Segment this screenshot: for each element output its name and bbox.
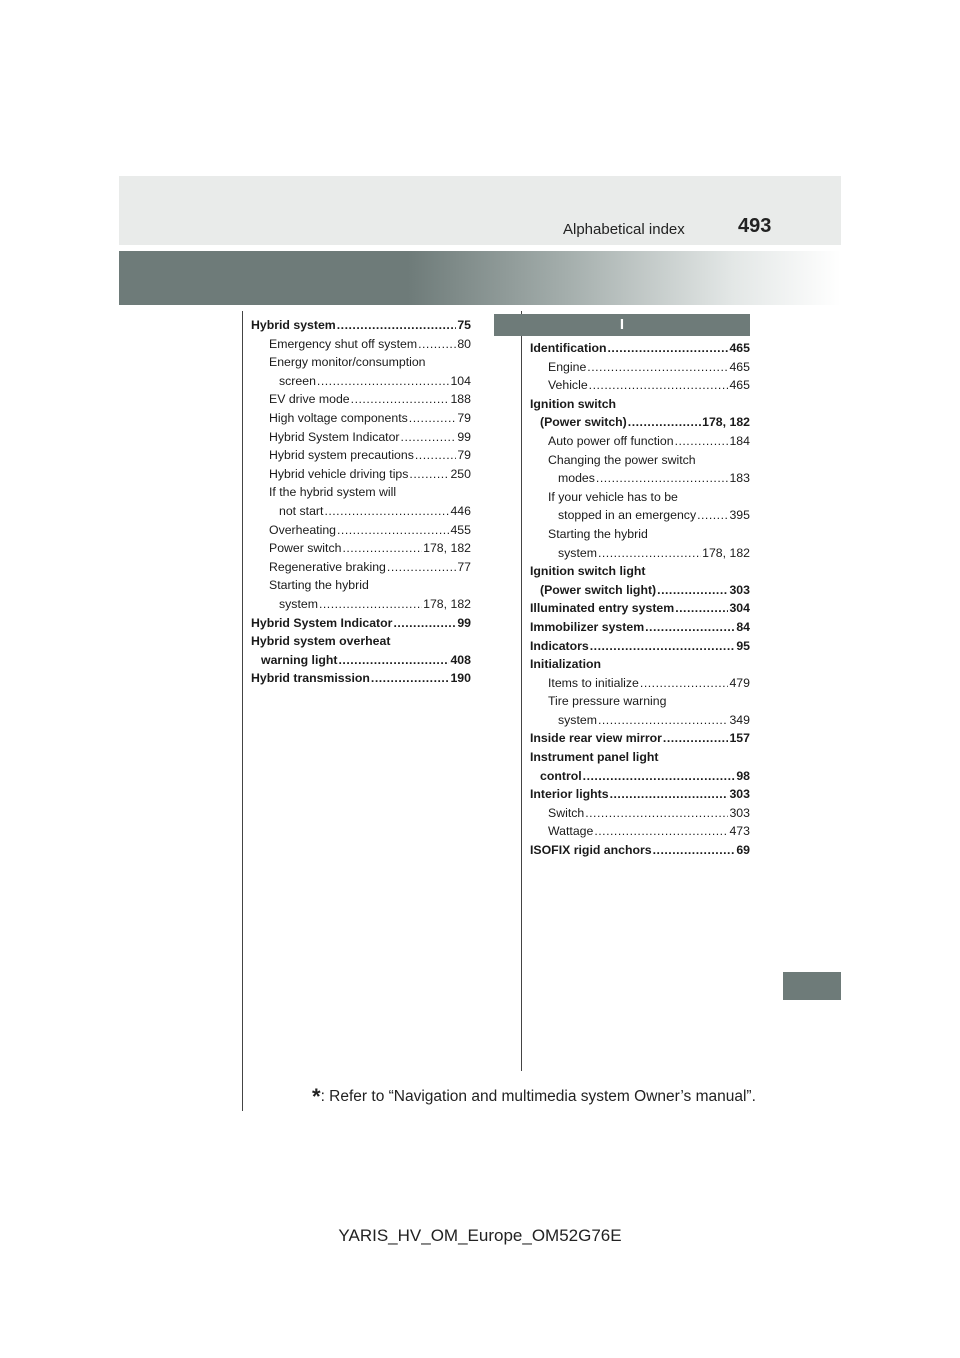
leader-dots — [317, 374, 450, 388]
index-entry-page: 304 — [729, 601, 750, 616]
index-entry-term: If the hybrid system will — [269, 485, 397, 500]
index-entry-page: 178, 182 — [423, 541, 471, 556]
leader-dots — [590, 639, 736, 653]
index-entry-term: Regenerative braking — [269, 559, 386, 574]
index-entry-page: 69 — [736, 843, 750, 858]
section-letter-heading: I — [494, 314, 750, 336]
index-entry-page: 80 — [457, 336, 471, 351]
document-id: YARIS_HV_OM_Europe_OM52G76E — [338, 1226, 622, 1245]
index-entry — [251, 523, 471, 542]
index-entry-term: Tire pressure warning — [548, 694, 667, 709]
leader-dots — [342, 541, 422, 555]
index-entry-term: Hybrid vehicle driving tips — [269, 466, 409, 481]
leader-dots — [657, 583, 728, 597]
index-entry — [251, 634, 471, 653]
index-entry — [530, 546, 750, 565]
leader-dots — [645, 620, 735, 634]
index-entry-term: system — [558, 712, 597, 727]
index-entry-term: warning light — [261, 652, 338, 667]
index-entry-page: 178, 182 — [423, 596, 471, 611]
index-entry-page: 77 — [457, 559, 471, 574]
leader-dots — [608, 341, 729, 355]
leader-dots — [319, 597, 422, 611]
index-entry — [251, 541, 471, 560]
index-entry-page: 473 — [729, 824, 750, 839]
leader-dots — [387, 560, 456, 574]
index-entry — [251, 355, 471, 374]
index-entry-page: 178, 182 — [702, 415, 750, 430]
page-title: Alphabetical index — [563, 221, 685, 238]
index-entry-term: system — [279, 596, 318, 611]
leader-dots — [351, 392, 450, 406]
index-entry-term: Auto power off function — [548, 433, 674, 448]
leader-dots — [418, 337, 456, 351]
index-entry — [530, 583, 750, 602]
index-entry-page: 349 — [729, 712, 750, 727]
index-entry-page: 408 — [450, 652, 471, 667]
index-entry-term: Starting the hybrid — [548, 526, 648, 541]
index-entry-term: Hybrid System Indicator — [251, 615, 393, 630]
index-entry-term: If your vehicle has to be — [548, 489, 678, 504]
index-entry — [530, 843, 750, 862]
index-entry-page: 455 — [450, 522, 471, 537]
index-entry-term: not start — [279, 503, 324, 518]
index-entry — [530, 564, 750, 583]
index-entry — [530, 508, 750, 527]
index-entry-term: modes — [558, 471, 595, 486]
index-entry-term: Hybrid system overheat — [251, 634, 391, 649]
index-entry-term: Engine — [548, 359, 587, 374]
leader-dots — [663, 731, 729, 745]
index-column-right — [530, 341, 750, 862]
index-entry-term: Inside rear view mirror — [530, 731, 662, 746]
footnote-marker: * — [312, 1084, 321, 1109]
leader-dots — [596, 471, 729, 485]
index-entry — [530, 415, 750, 434]
index-entry-page: 465 — [729, 341, 750, 355]
index-entry — [530, 694, 750, 713]
index-entry-page: 183 — [729, 471, 750, 486]
index-entry — [530, 378, 750, 397]
index-entry-term: Emergency shut off system — [269, 336, 418, 351]
index-entry — [530, 453, 750, 472]
index-entry-page: 303 — [729, 805, 750, 820]
leader-dots — [401, 430, 457, 444]
leader-dots — [337, 318, 457, 332]
leader-dots — [409, 411, 457, 425]
index-entry — [530, 657, 750, 676]
index-entry-term: Instrument panel light — [530, 750, 659, 765]
index-entry-term: High voltage components — [269, 410, 408, 425]
index-entry-term: Power switch — [269, 541, 342, 556]
leader-dots — [337, 523, 449, 537]
index-entry-page: 190 — [450, 671, 471, 686]
index-entry — [530, 601, 750, 620]
index-entry — [251, 485, 471, 504]
index-entry-term: Immobilizer system — [530, 619, 645, 634]
index-entry-term: Identification — [530, 341, 607, 355]
index-entry-page: 395 — [729, 508, 750, 523]
index-entry-page: 479 — [729, 675, 750, 690]
index-entry — [530, 360, 750, 379]
leader-dots — [339, 653, 450, 667]
leader-dots — [587, 360, 728, 374]
leader-dots — [640, 676, 729, 690]
leader-dots — [697, 508, 728, 522]
index-entry — [251, 616, 471, 635]
leader-dots — [409, 467, 449, 481]
index-entry-term: Energy monitor/consumption — [269, 355, 426, 370]
index-entry-term: Hybrid System Indicator — [269, 429, 400, 444]
index-entry-page: 178, 182 — [702, 545, 750, 560]
index-entry — [530, 713, 750, 732]
leader-dots — [598, 546, 701, 560]
index-entry — [530, 490, 750, 509]
index-entry-term: screen — [279, 373, 316, 388]
index-entry — [530, 824, 750, 843]
leader-dots — [610, 787, 729, 801]
leader-dots — [371, 671, 450, 685]
index-entry-term: (Power switch) — [540, 415, 627, 430]
index-entry-term: control — [540, 768, 582, 783]
index-entry — [530, 527, 750, 546]
index-entry-page: 157 — [729, 731, 750, 746]
leader-dots — [594, 824, 728, 838]
leader-dots — [598, 713, 729, 727]
index-entry-page: 188 — [450, 392, 471, 407]
index-entry-term: Items to initialize — [548, 675, 639, 690]
index-entry-page: 184 — [729, 433, 750, 448]
index-entry-term: (Power switch light) — [540, 582, 657, 597]
index-entry-page: 446 — [450, 503, 471, 518]
leader-dots — [415, 448, 456, 462]
leader-dots — [675, 434, 729, 448]
index-entry-term: Vehicle — [548, 378, 588, 393]
index-entry-term: Illuminated entry system — [530, 601, 675, 616]
index-entry — [530, 769, 750, 788]
leader-dots — [675, 601, 728, 615]
index-entry-page: 465 — [729, 359, 750, 374]
index-entry — [251, 411, 471, 430]
column-divider-middle — [521, 311, 522, 1071]
index-entry — [251, 578, 471, 597]
index-entry — [251, 671, 471, 690]
index-entry-page: 303 — [729, 582, 750, 597]
index-entry-page: 84 — [736, 619, 750, 634]
index-entry-term: Initialization — [530, 657, 602, 672]
index-entry — [251, 560, 471, 579]
index-entry-term: Indicators — [530, 638, 589, 653]
index-entry-term: system — [558, 545, 597, 560]
index-entry — [251, 374, 471, 393]
index-entry-term: Overheating — [269, 522, 336, 537]
index-column-left — [251, 318, 471, 690]
index-entry-page: 75 — [457, 318, 471, 332]
index-entry — [251, 448, 471, 467]
index-entry — [530, 676, 750, 695]
index-entry-term: ISOFIX rigid anchors — [530, 843, 652, 858]
index-entry-page: 99 — [457, 429, 471, 444]
footnote — [312, 1084, 756, 1110]
leader-dots — [628, 415, 701, 429]
index-entry — [251, 337, 471, 356]
index-entry — [251, 430, 471, 449]
index-entry-page: 250 — [450, 466, 471, 481]
page-number: 493 — [738, 215, 772, 237]
index-entry — [251, 653, 471, 672]
index-entry-page: 79 — [457, 410, 471, 425]
index-entry-page: 79 — [457, 448, 471, 463]
index-entry-term: Starting the hybrid — [269, 578, 369, 593]
index-entry-page: 99 — [457, 615, 471, 630]
index-entry — [530, 434, 750, 453]
index-entry-term: Changing the power switch — [548, 452, 696, 467]
index-entry-term: Ignition switch — [530, 396, 617, 411]
leader-dots — [653, 843, 736, 857]
leader-dots — [324, 504, 449, 518]
header-gradient-bar — [119, 251, 841, 305]
leader-dots — [589, 378, 729, 392]
index-entry — [530, 731, 750, 750]
index-entry-term: stopped in an emergency — [558, 508, 697, 523]
index-entry-term: Wattage — [548, 824, 594, 839]
leader-dots — [583, 769, 736, 783]
footnote-text: : Refer to “Navigation and multimedia system Owner’s manual”. — [320, 1088, 756, 1105]
index-entry — [530, 620, 750, 639]
index-entry-term: Hybrid transmission — [251, 671, 370, 686]
index-entry-term: Hybrid system — [251, 318, 336, 332]
index-entry — [530, 397, 750, 416]
index-entry — [251, 392, 471, 411]
index-entry-page: 95 — [736, 638, 750, 653]
index-entry-term: Ignition switch light — [530, 564, 646, 579]
index-entry — [530, 787, 750, 806]
header-band — [119, 176, 841, 245]
index-entry-page: 98 — [736, 768, 750, 783]
index-entry-page: 465 — [729, 378, 750, 393]
column-divider-left — [242, 311, 243, 1111]
index-entry — [251, 467, 471, 486]
index-entry — [251, 318, 471, 337]
index-entry-page: 303 — [729, 787, 750, 802]
index-entry-term: Switch — [548, 805, 585, 820]
index-entry — [251, 504, 471, 523]
index-entry — [530, 639, 750, 658]
index-entry — [530, 341, 750, 360]
index-entry — [251, 597, 471, 616]
index-entry-term: Interior lights — [530, 787, 609, 802]
index-entry — [530, 471, 750, 490]
index-entry — [530, 806, 750, 825]
index-entry-term: EV drive mode — [269, 392, 350, 407]
leader-dots — [585, 806, 728, 820]
leader-dots — [393, 616, 456, 630]
index-entry-page: 104 — [450, 373, 471, 388]
index-entry — [530, 750, 750, 769]
section-tab-marker — [783, 972, 841, 1000]
index-entry-term: Hybrid system precautions — [269, 448, 414, 463]
